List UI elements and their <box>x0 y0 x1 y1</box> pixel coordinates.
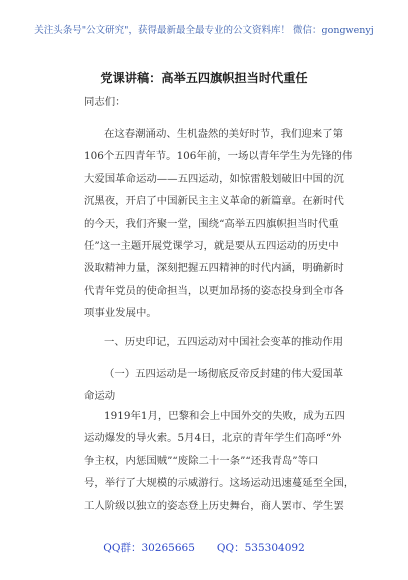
qq-group-text: QQ群：30265665 <box>103 542 195 554</box>
document-title: 党课讲稿：高举五四旗帜担当时代重任 <box>100 71 308 85</box>
paragraph-line: 106个五四青年节。106年前，一场以青年学生为先锋的伟 <box>84 150 353 163</box>
paragraph-line: 的今天，我们齐聚一堂，围绕“高举五四旗帜担当时代重 <box>84 217 339 230</box>
paragraph-line: 任”这一主题开展党课学习，就是要从五四运动的历史中 <box>84 239 339 252</box>
paragraph-line: 争主权，内惩国贼”“废除二十一条”“还我青岛”等口 <box>84 454 319 467</box>
paragraph-line: 代青年党员的使命担当，以更加昂扬的姿态投身到全市各 <box>84 284 344 297</box>
paragraph-line: 大爱国革命运动——五四运动，如惊雷般划破旧中国的沉 <box>84 172 344 185</box>
section-heading <box>84 331 343 353</box>
subsection-heading <box>84 363 343 408</box>
subsection-line: 命运动 <box>84 390 116 403</box>
paragraph-line: 在这春潮涌动、生机盎然的美好时节，我们迎来了第 <box>104 128 343 140</box>
paragraph-2 <box>84 405 355 517</box>
paragraph-line: 项事业发展中。 <box>84 307 157 320</box>
section-1-heading: 一、历史印记，五四运动对中国社会变革的推动作用 <box>104 336 343 348</box>
header-note: 关注头条号"公文研究"，获得最新最全最专业的公文资料库！ 微信：gongwenyj <box>34 25 374 36</box>
salutation: 同志们： <box>84 96 126 108</box>
qq-number-text: QQ：535304092 <box>216 542 305 554</box>
paragraph-line: 1919年1月，巴黎和会上中国外交的失败，成为五四 <box>104 410 345 422</box>
paragraph-line: 工人阶级以独立的姿态登上历史舞台，商人罢市、学生罢 <box>84 499 344 512</box>
paragraph-line: 运动爆发的导火索。5月4日，北京的青年学生们高呼“外 <box>84 432 342 445</box>
paragraph-line: 号，举行了大规模的示威游行。这场运动迅速蔓延至全国， <box>84 477 355 490</box>
paragraph-line: 汲取精神力量，深刻把握五四精神的时代内涵，明确新时 <box>84 262 344 275</box>
paragraph-line: 沉黑夜，开启了中国新民主主义革命的新篇章。在新时代 <box>84 195 344 208</box>
subsection-line: （一）五四运动是一场彻底反帝反封建的伟大爱国革 <box>104 368 343 380</box>
document-body <box>84 91 338 113</box>
paragraph-1 <box>84 123 353 325</box>
footer-contact <box>0 540 408 555</box>
